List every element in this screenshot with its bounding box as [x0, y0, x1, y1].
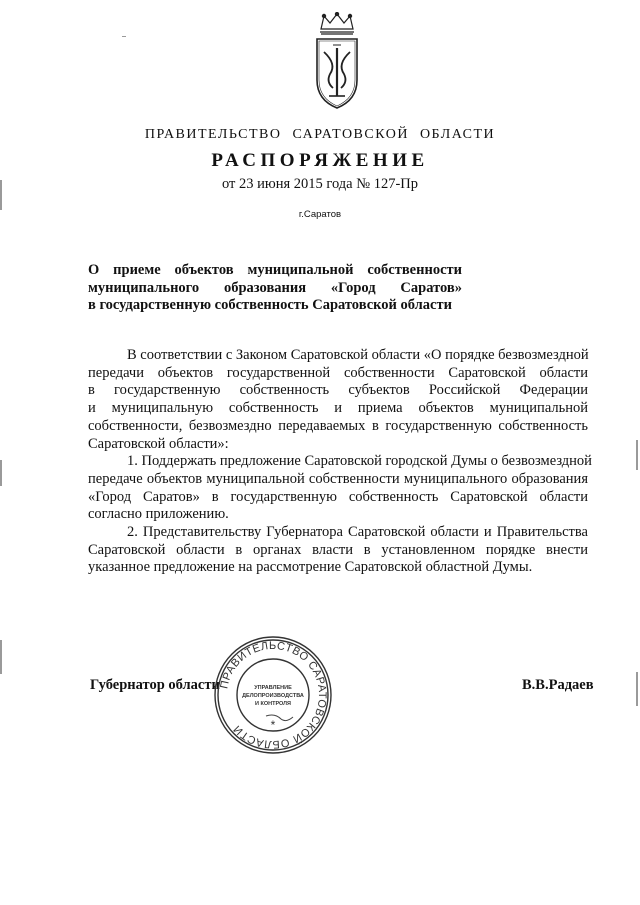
official-seal — [211, 633, 335, 757]
seal-inner-line: ДЕЛОПРОИЗВОДСТВА — [242, 693, 304, 699]
document-date-number: от 23 июня 2015 года № 127-Пр — [221, 176, 419, 192]
scan-edge-mark — [636, 440, 638, 470]
seal-star: * — [270, 718, 276, 732]
subject-line: О приеме объектов муниципальной собственности — [88, 262, 462, 278]
body-line: передаче объектов муниципальной собственности муниципального образования — [88, 470, 588, 487]
signatory-name: В.В.Радаев — [522, 677, 594, 693]
body-line: передачи объектов государственной собственности Саратовской области — [88, 364, 588, 381]
body-line: в государственную собственность субъектов Российской Федерации — [88, 382, 588, 399]
subject-line: в государственную собственность Саратовской области — [88, 297, 452, 314]
seal-inner-line: И КОНТРОЛЯ — [255, 701, 291, 707]
body-line: В соответствии с Законом Саратовской области «О порядке безвозмездной — [127, 347, 589, 363]
scan-edge-mark — [0, 460, 2, 486]
scan-speck — [122, 36, 126, 37]
signatory-position: Губернатор области — [90, 677, 220, 693]
document-city: г.Саратов — [298, 209, 342, 220]
coat-of-arms-icon — [307, 12, 367, 112]
body-line: согласно приложению. — [88, 506, 229, 523]
body-line: 2. Представительству Губернатора Саратовской области и Правительства — [127, 524, 588, 541]
scan-edge-mark — [636, 672, 638, 706]
scan-edge-mark — [0, 640, 2, 674]
body-line: и муниципальную собственность и приема объектов муниципальной — [88, 400, 588, 417]
document-subject — [88, 262, 462, 315]
subject-line: муниципального образования «Город Саратов» — [88, 279, 462, 296]
scan-edge-mark — [0, 180, 2, 210]
government-name: ПРАВИТЕЛЬСТВО САРАТОВСКОЙ ОБЛАСТИ — [144, 127, 496, 142]
body-line: «Город Саратов» в государственную собственность Саратовской области — [88, 488, 588, 505]
body-line: Саратовской области»: — [88, 435, 229, 452]
seal-outer-text: ПРАВИТЕЛЬСТВО САРАТОВСКОЙ ОБЛАСТИ — [218, 639, 329, 751]
body-line: Саратовской области в органах власти в установленном порядке внести — [88, 541, 588, 558]
document-body — [88, 347, 592, 577]
seal-inner-line: УПРАВЛЕНИЕ — [254, 685, 292, 691]
body-line: собственности, безвозмездно передаваемых в государственную собственность — [88, 417, 588, 434]
body-line: указанное предложение на рассмотрение Саратовской областной Думы. — [88, 559, 533, 576]
document-type-title: РАСПОРЯЖЕНИЕ — [211, 150, 429, 171]
body-line: 1. Поддержать предложение Саратовской городской Думы о безвозмездной — [127, 453, 592, 470]
